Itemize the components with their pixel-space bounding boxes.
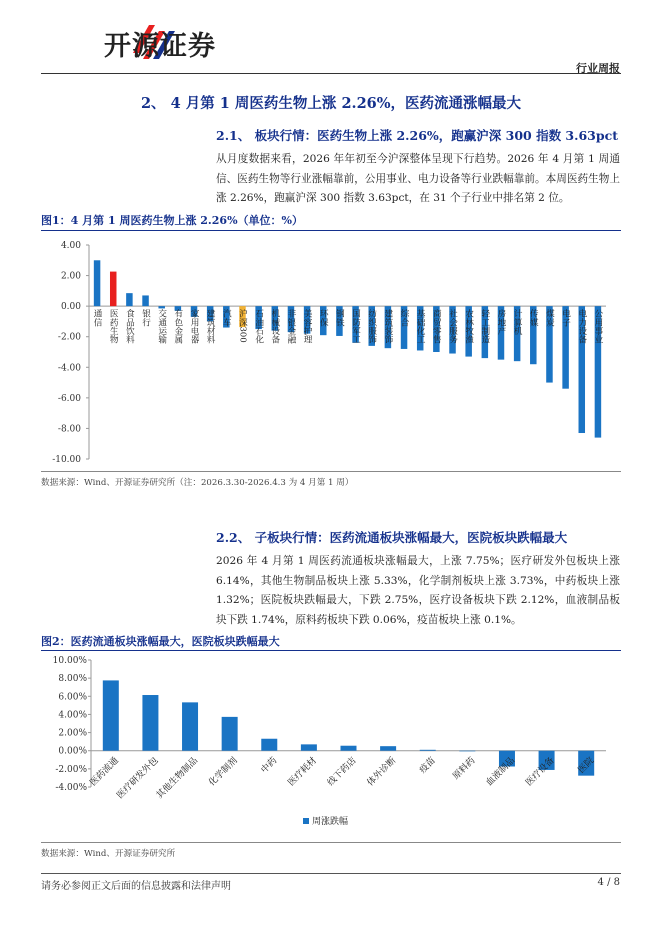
brand-name: 开源证券 — [104, 31, 216, 62]
footer-disclaimer: 请务必参阅正文后面的信息披露和法律声明 — [41, 881, 231, 892]
subsection-title-2-2: 2.2、 子板块行情：医药流通板块涨幅最大，医院板块跌幅最大 — [216, 530, 568, 545]
x-tick-label: 血液制品 — [484, 755, 518, 789]
x-tick-label: 线下药店 — [326, 755, 359, 789]
x-tick-label: 医疗耗材 — [286, 755, 320, 789]
legend-label: 周涨跌幅 — [312, 817, 349, 827]
header-divider — [41, 73, 621, 74]
x-tick-label: 传媒 — [528, 309, 539, 327]
bar-银行 — [142, 295, 149, 306]
x-tick-label: 医疗设备 — [524, 755, 557, 789]
bar-交通运输 — [158, 306, 165, 308]
x-tick-label: 计算机 — [512, 309, 523, 335]
x-tick-label: 建筑装饰 — [382, 309, 393, 344]
x-tick-label: 农林牧渔 — [463, 309, 474, 344]
figure1-bar-chart — [41, 234, 621, 470]
figure2-title: 图2：医药流通板块涨幅最大，医院板块跌幅最大 — [41, 635, 280, 648]
figure2-top-rule — [41, 650, 621, 651]
x-tick-label: 非银金融 — [285, 309, 296, 344]
figure1-title: 图1：4 月第 1 周医药生物上涨 2.26%（单位：%） — [41, 214, 303, 227]
x-tick-label: 交通运输 — [156, 309, 167, 344]
x-tick-label: 机械设备 — [269, 309, 280, 344]
paragraph-2-1: 从月度数据来看，2026 年年初至今沪深整体呈现下行趋势。2026 年 4 月第 1 周通信、医药生物等行业涨幅靠前，公用事业、电力设备等行业跌幅靠前。本周医药生物上涨 2.26%，跑赢沪深 300 指数 3.63pct，在 31 个子行业中排名第 2 位。 — [216, 153, 620, 205]
y-tick-label: 2.00% — [58, 728, 87, 739]
y-tick-label: -10.00 — [52, 455, 81, 465]
x-tick-label: 化学制剂 — [207, 755, 240, 789]
x-tick-label: 公用事业 — [592, 309, 603, 344]
y-tick-label: 6.00% — [58, 692, 87, 703]
x-tick-label: 基础化工 — [415, 309, 426, 344]
x-tick-label: 综合 — [399, 309, 410, 327]
x-tick-label: 汽车 — [221, 309, 232, 327]
x-tick-label: 中药 — [259, 755, 280, 776]
y-tick-label: 8.00% — [58, 674, 87, 685]
x-tick-label: 疫苗 — [418, 755, 438, 776]
x-tick-label: 电子 — [560, 309, 571, 327]
y-tick-label: 4.00% — [58, 710, 87, 721]
y-tick-label: -4.00 — [57, 363, 81, 374]
x-tick-label: 医院 — [576, 755, 597, 776]
figure2-source: 数据来源：Wind、开源证券研究所 — [41, 849, 176, 859]
x-tick-label: 通信 — [92, 309, 103, 327]
y-tick-label: -6.00 — [57, 393, 81, 404]
x-tick-label: 体外诊断 — [365, 755, 399, 789]
figure1-bottom-rule — [41, 471, 621, 472]
x-tick-label: 有色金属 — [172, 309, 183, 344]
bar-体外诊断 — [380, 746, 396, 751]
x-tick-label: 钢铁 — [334, 309, 345, 327]
figure2-bar-chart — [41, 654, 621, 840]
bar-原料药 — [459, 751, 475, 752]
x-tick-label: 其他生物制品 — [154, 755, 201, 802]
x-tick-label: 建筑材料 — [205, 309, 216, 344]
x-tick-label: 电力设备 — [576, 309, 587, 344]
subsection-title-2-1: 2.1、 板块行情：医药生物上涨 2.26%，跑赢沪深 300 指数 3.63pct — [216, 128, 618, 143]
paragraph-2-2: 2026 年 4 月第 1 周医药流通板块涨幅最大，上涨 7.75%；医疗研发外包板块上涨 6.14%，其他生物制品板块上涨 5.33%，化学制剂板块上涨 3.73%，中药板块上涨 1.32%；医院板块跌幅最大，下跌 2.75%，医疗设备板块下跌 2.12%，血液制品板块下跌 1.74%，原料药板块下跌 0.06%，疫苗板块上涨 0.1%。 — [216, 555, 620, 626]
x-tick-label: 轻工制造 — [479, 309, 490, 344]
y-tick-label: 4.00 — [60, 241, 81, 251]
section-title: 2、 4 月第 1 周医药生物上涨 2.26%，医药流通涨幅最大 — [140, 95, 522, 112]
y-tick-label: 10.00% — [52, 656, 87, 666]
x-tick-label: 煤炭 — [544, 309, 555, 327]
bar-中药 — [261, 739, 277, 751]
x-tick-label: 银行 — [140, 309, 151, 327]
bar-线下药店 — [341, 746, 357, 751]
x-tick-label: 美容护理 — [302, 309, 313, 344]
bar-其他生物制品 — [182, 702, 198, 750]
y-tick-label: -4.00% — [55, 783, 87, 793]
x-tick-label: 医药生物 — [108, 309, 119, 344]
y-tick-label: -8.00 — [57, 424, 81, 435]
footer-divider — [41, 873, 621, 874]
bar-化学制剂 — [222, 717, 238, 751]
x-tick-label: 医药流通 — [88, 755, 121, 789]
y-tick-label: -2.00 — [57, 332, 81, 343]
legend-swatch — [303, 818, 309, 824]
bar-医疗耗材 — [301, 744, 317, 750]
y-tick-label: 0.00 — [60, 302, 81, 313]
bar-通信 — [94, 260, 101, 306]
x-tick-label: 石油石化 — [253, 309, 264, 344]
bar-疫苗 — [420, 750, 436, 751]
report-type: 行业周报 — [576, 62, 620, 75]
x-tick-label: 纺织服饰 — [366, 309, 377, 344]
x-tick-label: 家用电器 — [189, 309, 200, 344]
bar-食品饮料 — [126, 293, 133, 306]
x-tick-label: 环保 — [318, 309, 329, 327]
bar-医疗研发外包 — [142, 695, 158, 751]
figure2-bottom-rule — [41, 842, 621, 843]
bar-医药生物 — [110, 272, 117, 307]
x-tick-label: 房地产 — [495, 309, 506, 335]
y-tick-label: -2.00% — [55, 764, 87, 775]
bar-医药流通 — [103, 680, 119, 750]
x-tick-label: 商贸零售 — [431, 309, 442, 344]
y-tick-label: 2.00 — [60, 271, 81, 282]
x-tick-label: 食品饮料 — [124, 309, 135, 344]
x-tick-label: 沪深300 — [237, 309, 248, 343]
x-tick-label: 社会服务 — [447, 309, 458, 344]
figure1-top-rule — [41, 230, 621, 231]
x-tick-label: 国防军工 — [350, 309, 361, 344]
page-number: 4 / 8 — [597, 877, 620, 888]
figure1-source: 数据来源：Wind、开源证券研究所（注：2026.3.30-2026.4.3 为 4 月第 1 周） — [41, 478, 354, 488]
y-tick-label: 0.00% — [58, 746, 87, 757]
x-tick-label: 原料药 — [451, 755, 478, 782]
x-tick-label: 医疗研发外包 — [115, 755, 161, 802]
